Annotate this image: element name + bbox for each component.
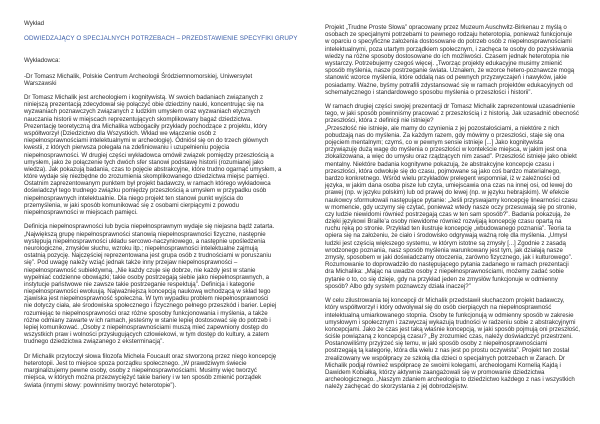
text-line: pojęciem mentalnym; czymś, co w pewnym sensie istnieje [...] Jako kognitywista (325, 139, 544, 146)
text-line: niepełnosprawności. W drugiej części wykładowca omówił związek pomiędzy przeszłością a (24, 151, 274, 159)
text-line: intelektualną umiarkowanego stopnia. Osoby te funkcjonują w odmienny sposób w zakresie (325, 311, 574, 319)
text-line: niepełnosprawność subiektywną. „Nie każdy czuje się dobrze, nie każdy jest w stanie (24, 266, 256, 274)
text-line: koncepcjami. Jako że czas jest taką właśnie koncepcją, w jaki sposób pojmują oni przeszłość, (325, 325, 580, 333)
text-line: dra Michalika: „Mając na uwadze osoby z niepełnosprawnościami, możemy zadać sobie (325, 268, 564, 276)
text-line: zrealizowany we współpracy ze szkołą dla dzieci o specjalnych potrzebach w Zarach. Dr (325, 354, 565, 362)
text-line: kwestii, z których pierwsza polegała na zdefiniowaniu i uzupełnieniu pojęcia (24, 144, 230, 152)
text-line: osobach ze specjalnymi potrzebami to pewnego rodzaju heterotopia, ponieważ funkcjonuje (325, 31, 573, 39)
lecturer-affiliation-line: Warszawski (24, 80, 57, 87)
paragraph (24, 223, 281, 345)
text-line: umysłem, jako że połączenie tych dwóch sfer stanowi podstawę historii (rozumianej jako (24, 158, 264, 166)
text-line: Prezentację teoretyczną dra Michalika wzbogaciły przykłady pochodzące z projektu, który (24, 122, 268, 130)
text-line: wszystkich praw i wolności przysługujących człowiekowi, w tym dostęp do kultury, a zatem (24, 331, 269, 339)
text-line: ruchu ręką po stronie. Przykład ten ilustruje koncepcję „wbudowanego poznania”. Teoria ta (325, 225, 571, 233)
text-line: języka, w jakim dana osoba pisze lub czyta, umiejscawia ona czas na innej osi, od lewej do (325, 182, 573, 190)
text-line: Dr Tomasz Michalik jest archeologiem i kognitywistą. W swoich badaniach związanych z (24, 94, 264, 101)
text-line: trudnego dziedzictwa związanego z eksterminacją”. (24, 338, 164, 346)
text-line: zlokalizowana, a więc do umysłu oraz rządzących nim zasad”. Przeszłość istnieje jako obiekt (325, 153, 577, 161)
text-line: sposób? Albo gdy system poznawczy działa inaczej?” (325, 282, 471, 290)
text-line: wyzwaniach poznawczych związanych z ludzkim umysłem oraz wyzwaniach etycznych (24, 108, 261, 116)
text-line: nauczania historii w miejscach reprezentujących skomplikowany bagaż dziedzictwa. (24, 115, 252, 123)
text-line: instytucje państwowe nie zawsze takie postrzeganie respektują”. Definicja i kategorie (24, 280, 255, 288)
text-line: wiedza). Jak pokazują badania, czas to pojęcie abstrakcyjne, które trudno ogarnąć umysłem, a (24, 165, 282, 173)
text-line: nie dotyczy ciała, ale środowiska społecznego i fizycznego pełnego przeszkód i barier. Lepiej (24, 302, 277, 310)
paragraph (325, 297, 580, 390)
text-line: „Przeszłość nie istnieje, ale mamy do czynienia z jej pozostałościami, a niektóre z nich (325, 124, 560, 132)
text-line: rozumiejąc te niepełnosprawności oraz różne sposoby funkcjonowania i myślenia, a także (24, 309, 268, 317)
text-line: prawej (np. w języku polskim) lub od prawej do lewej (np. w języku hebrajskim). W efekcie (325, 189, 570, 197)
paragraph (325, 103, 580, 290)
text-line: niepełnosprawnych intelektualnie. Dla niego projekt ten stanowi punkt wyjścia do (24, 194, 244, 202)
left-column (24, 94, 281, 396)
text-line: ludzki jest częścią większego systemu, w którym istotne są zmysły [...] Zgodnie z zasadą (325, 239, 566, 247)
lecture-label: Wykład (24, 20, 45, 27)
text-line: W ramach drugiej części swojej prezentacji dr Tomasz Michalik zaprezentował uzasadnienie (325, 103, 576, 111)
right-column (325, 24, 580, 398)
text-line: występują niepełnosprawności układu sercowo-naczyniowego, a następnie upośledzenia (24, 237, 266, 245)
text-line: Michalik podjął również współpracę ze swoimi kolegami, archeologami Kornelią Kajdą i (325, 361, 561, 369)
text-line: intelektualnymi, poza utartym porządkiem społecznym, i zachęca te osoby do pozyskiwania (325, 45, 574, 53)
text-line: Projekt „Trudne Proste Słowa” opracowany przez Muzeum Auschwitz-Birkenau z myślą o (325, 24, 567, 31)
text-line: schematycznego i standardowego sposobu myślenia o przeszłości i historii”. (325, 88, 533, 96)
paragraph (24, 353, 281, 389)
text-line: które wydaje się niezbędne do zrozumienia skomplikowanego dziedzictwa miejsc pamięci. (24, 173, 270, 181)
lecturer-affiliation-line: -Dr Tomasz Michalik, Polskie Centrum Archeologii Śródziemnomorskiej, Uniwersytet (24, 73, 253, 80)
lecture-title: ODWIEDZAJĄCY O SPECJALNYCH POTRZEBACH – PRZEDSTAWIENIE SPECYFIKI GRUPY (24, 35, 298, 42)
text-line: „Największą grupę niepełnosprawności stanowią niepełnosprawności fizyczne, następnie (24, 230, 266, 238)
text-line: przemyślenia, w jaki sposób komunikować się z osobami cierpiącymi z powodu (24, 201, 240, 209)
text-line: opiera się na założeniu, że ciało i środowisko odgrywają ważną rolę dla myślenia. „Umysł (325, 232, 567, 240)
text-line: W celu zilustrowania tej koncepcji dr Michalik przedstawił słuchaczom projekt badawczy, (325, 297, 565, 305)
text-line: wiedzy na różne sposoby dostosowane do ich możliwości. Czasem jednak heterotopia nie (325, 52, 570, 60)
text-line: niepełnosprawnościami intelektualnymi w archeologię). Odniósł się on do trzech głównych (24, 137, 269, 145)
text-line: wypełniać codzienne obowiązki; takie osoby postrzegają siebie jako niepełnosprawnych, a (24, 273, 270, 281)
text-line: wystarczy. Potrzebujemy czegoś więcej. „Tworząc projekty edukacyjne musimy zmienić (325, 59, 563, 67)
text-line: naukowcy sformułowali następujące pytanie: „Jeśli przyswajamy koncepcję linearności czasu (325, 196, 578, 204)
text-line: niepełnosprawności w miejscach pamięci. (24, 209, 138, 216)
text-line: współtworzył (Dziedzictwo dla Wszystkich. Wkład we włączenie osób z (24, 129, 217, 137)
text-line: umysłowym i społecznym i zazwyczaj wykazują trudności w radzeniu sobie z abstrakcyjnymi (325, 318, 576, 326)
text-line: Dr Michalik przytoczył słowa filozofa Michela Foucault oraz stworzoną przez niego koncepcję (24, 352, 277, 360)
text-line: lepiej komunikować. „Osoby z niepełnosprawnościami muszą mieć zapewniony dostęp do (24, 324, 269, 331)
text-line: Rozumowanie to doprowadziło do następującego pytania zadanego w ramach prezentacji (325, 261, 569, 269)
text-line: archeologicznego. „Naszym zdaniem archeologia to dziedzictwo każdego z nas i wszystkich (325, 376, 575, 384)
text-line: świata (innymi słowy: powinniśmy tworzyć heterotopie”). (24, 381, 177, 389)
text-line: dzięki językowi Braille’a osoby niewidome również rozwijają koncepcję czasu opartą na (325, 218, 562, 226)
text-line: przeszłości, która z definicji nie istnieje? (325, 117, 434, 125)
text-line: Postanowiliśmy przyjrzeć się temu, w jaki sposób osoby z niepełnosprawnościami (325, 340, 548, 348)
paragraph (24, 94, 281, 216)
text-line: sposób myślenia, nasze postrzeganie świata. Uznałem, że wzorce hetero-poznawcze mogą (325, 67, 575, 75)
text-line: zjawiska jest niepełnosprawność społeczna. W tym wypadku problem niepełnosprawności (24, 295, 269, 303)
text-line: Dawidem Kobiałką, którzy aktywnie zaangażowali się w promowanie dziedzictwa (325, 369, 545, 376)
text-line: ściśle powiązaną z koncepcją czasu? „By zrozumieć czas, należy doświadczyć przestrzeni. (325, 333, 573, 341)
text-line: różne odmiany zawarte w ich ramach, jesteśmy w stanie lepiej dostosować się do potrzeb i (24, 316, 271, 324)
text-line: wrodzonego poznania, nasz sposób myślenia warunkowany jest tym, jak działają nasze (325, 246, 563, 254)
text-line: przeszłości, która odwołuje się do czasu, pojmowane są jako coś bardzo materialnego, (325, 167, 561, 175)
text-line: przywiązuję dużą wagę do myślenia o przeszłości w kontekście miejsca, w jakim jest ona (325, 146, 567, 154)
text-line: należy zachęcać do skorzystania z jej dobrodziejstw. (325, 383, 469, 391)
text-line: pobudzają nas do myślenia. Za każdym razem, gdy mówimy o przeszłości, staje się ona (325, 131, 565, 139)
text-line: stanowić wzorce myślenia, które oddalą nas od pewnych przyzwyczajeń i nawyków, jakie (325, 74, 567, 82)
text-line: miejsca, w których można przezwyciężyć takie bariery i w ten sposób zmienić porządek (24, 374, 262, 382)
text-line: niepełnosprawności ewoluują. Najważniejszą koncepcją naukową wchodzącą w skład tego (24, 288, 271, 296)
text-line: Ostatnim zaprezentowanym punktem był projekt badawczy, w ramach którego wykładowca (24, 180, 271, 188)
text-line: zmysły, sposobem w jaki doświadczamy otoczenia, zarówno fizycznego, jak i kulturowego”. (325, 254, 573, 261)
text-line: Definicja niepełnosprawności lub bycia niepełnosprawnym wydaje się niejasna bądź zatarta. (24, 223, 275, 231)
text-line: w momencie, gdy uczymy się czytać, ponieważ wtedy nasze oczy przesuwają się po stronie, (325, 203, 577, 211)
lecturer-label: Wykładowca: (24, 57, 61, 64)
text-line: neurologiczne, zmysłów słuchu, wzroku itp.; niepełnosprawności intelektualne zajmują (24, 244, 258, 252)
text-line: bardzo konkretnego. Wśród wielu przykładów prelegent wspomniał, iż w zależności od (325, 174, 560, 182)
text-line: tego, w jaki sposób powinniśmy pracować z przeszłością i z historią. Jak uzasadnić obecność (325, 110, 579, 118)
text-line: doświadczył tego trudnego związku pomiędzy przeszłością a umysłem w przypadku osób (24, 187, 267, 195)
text-line: pytanie o to, co się dzieje, gdy na przykład jeden ze zmysłów funkcjonuje w odmienny (325, 275, 558, 283)
paragraph (325, 24, 580, 96)
text-line: ostatnią pozycję. Najczęściej reprezentowana jest grupa osób z trudnościami w poruszaniu (24, 252, 272, 260)
text-line: marginalizujemy pewne osoby, osoby z niepełnosprawnościami. Musimy więc tworzyć (24, 367, 257, 375)
text-line: w oparciu o specyficzne założenia dostosowane do potrzeb osób z niepełnosprawnościami (325, 38, 572, 46)
text-line: czy ludzie niewidomi również postrzegają czas w ten sam sposób?”. Badania pokazują, że (325, 210, 571, 218)
text-line: mentalny. Niektóre badania kognitywne pokazują, że abstrakcyjne koncepcje czasu i (325, 160, 555, 168)
text-line: który współtworzył i który odwoływał się do osób cierpiących na niepełnosprawność (325, 304, 552, 312)
text-line: się”. Pod uwagę należy wziąć jednak także inny przejaw niepełnosprawności – (24, 259, 238, 267)
text-line: heterotopii. Jest to miejsce spoza porządku społecznego. „W prawdziwym świecie (24, 359, 247, 367)
text-line: posiadamy. Ważne, byśmy potrafili zdystansować się w ramach projektów edukacyjnych od (325, 81, 573, 89)
text-line: postrzegają tą kategorię, która dla wielu z nas jest po prostu oczywista”. Projekt ten został (325, 347, 570, 355)
text-line: niniejszą prezentacją zdecydował się połączyć obie dziedziny nauki, koncentrując się na (24, 101, 264, 109)
